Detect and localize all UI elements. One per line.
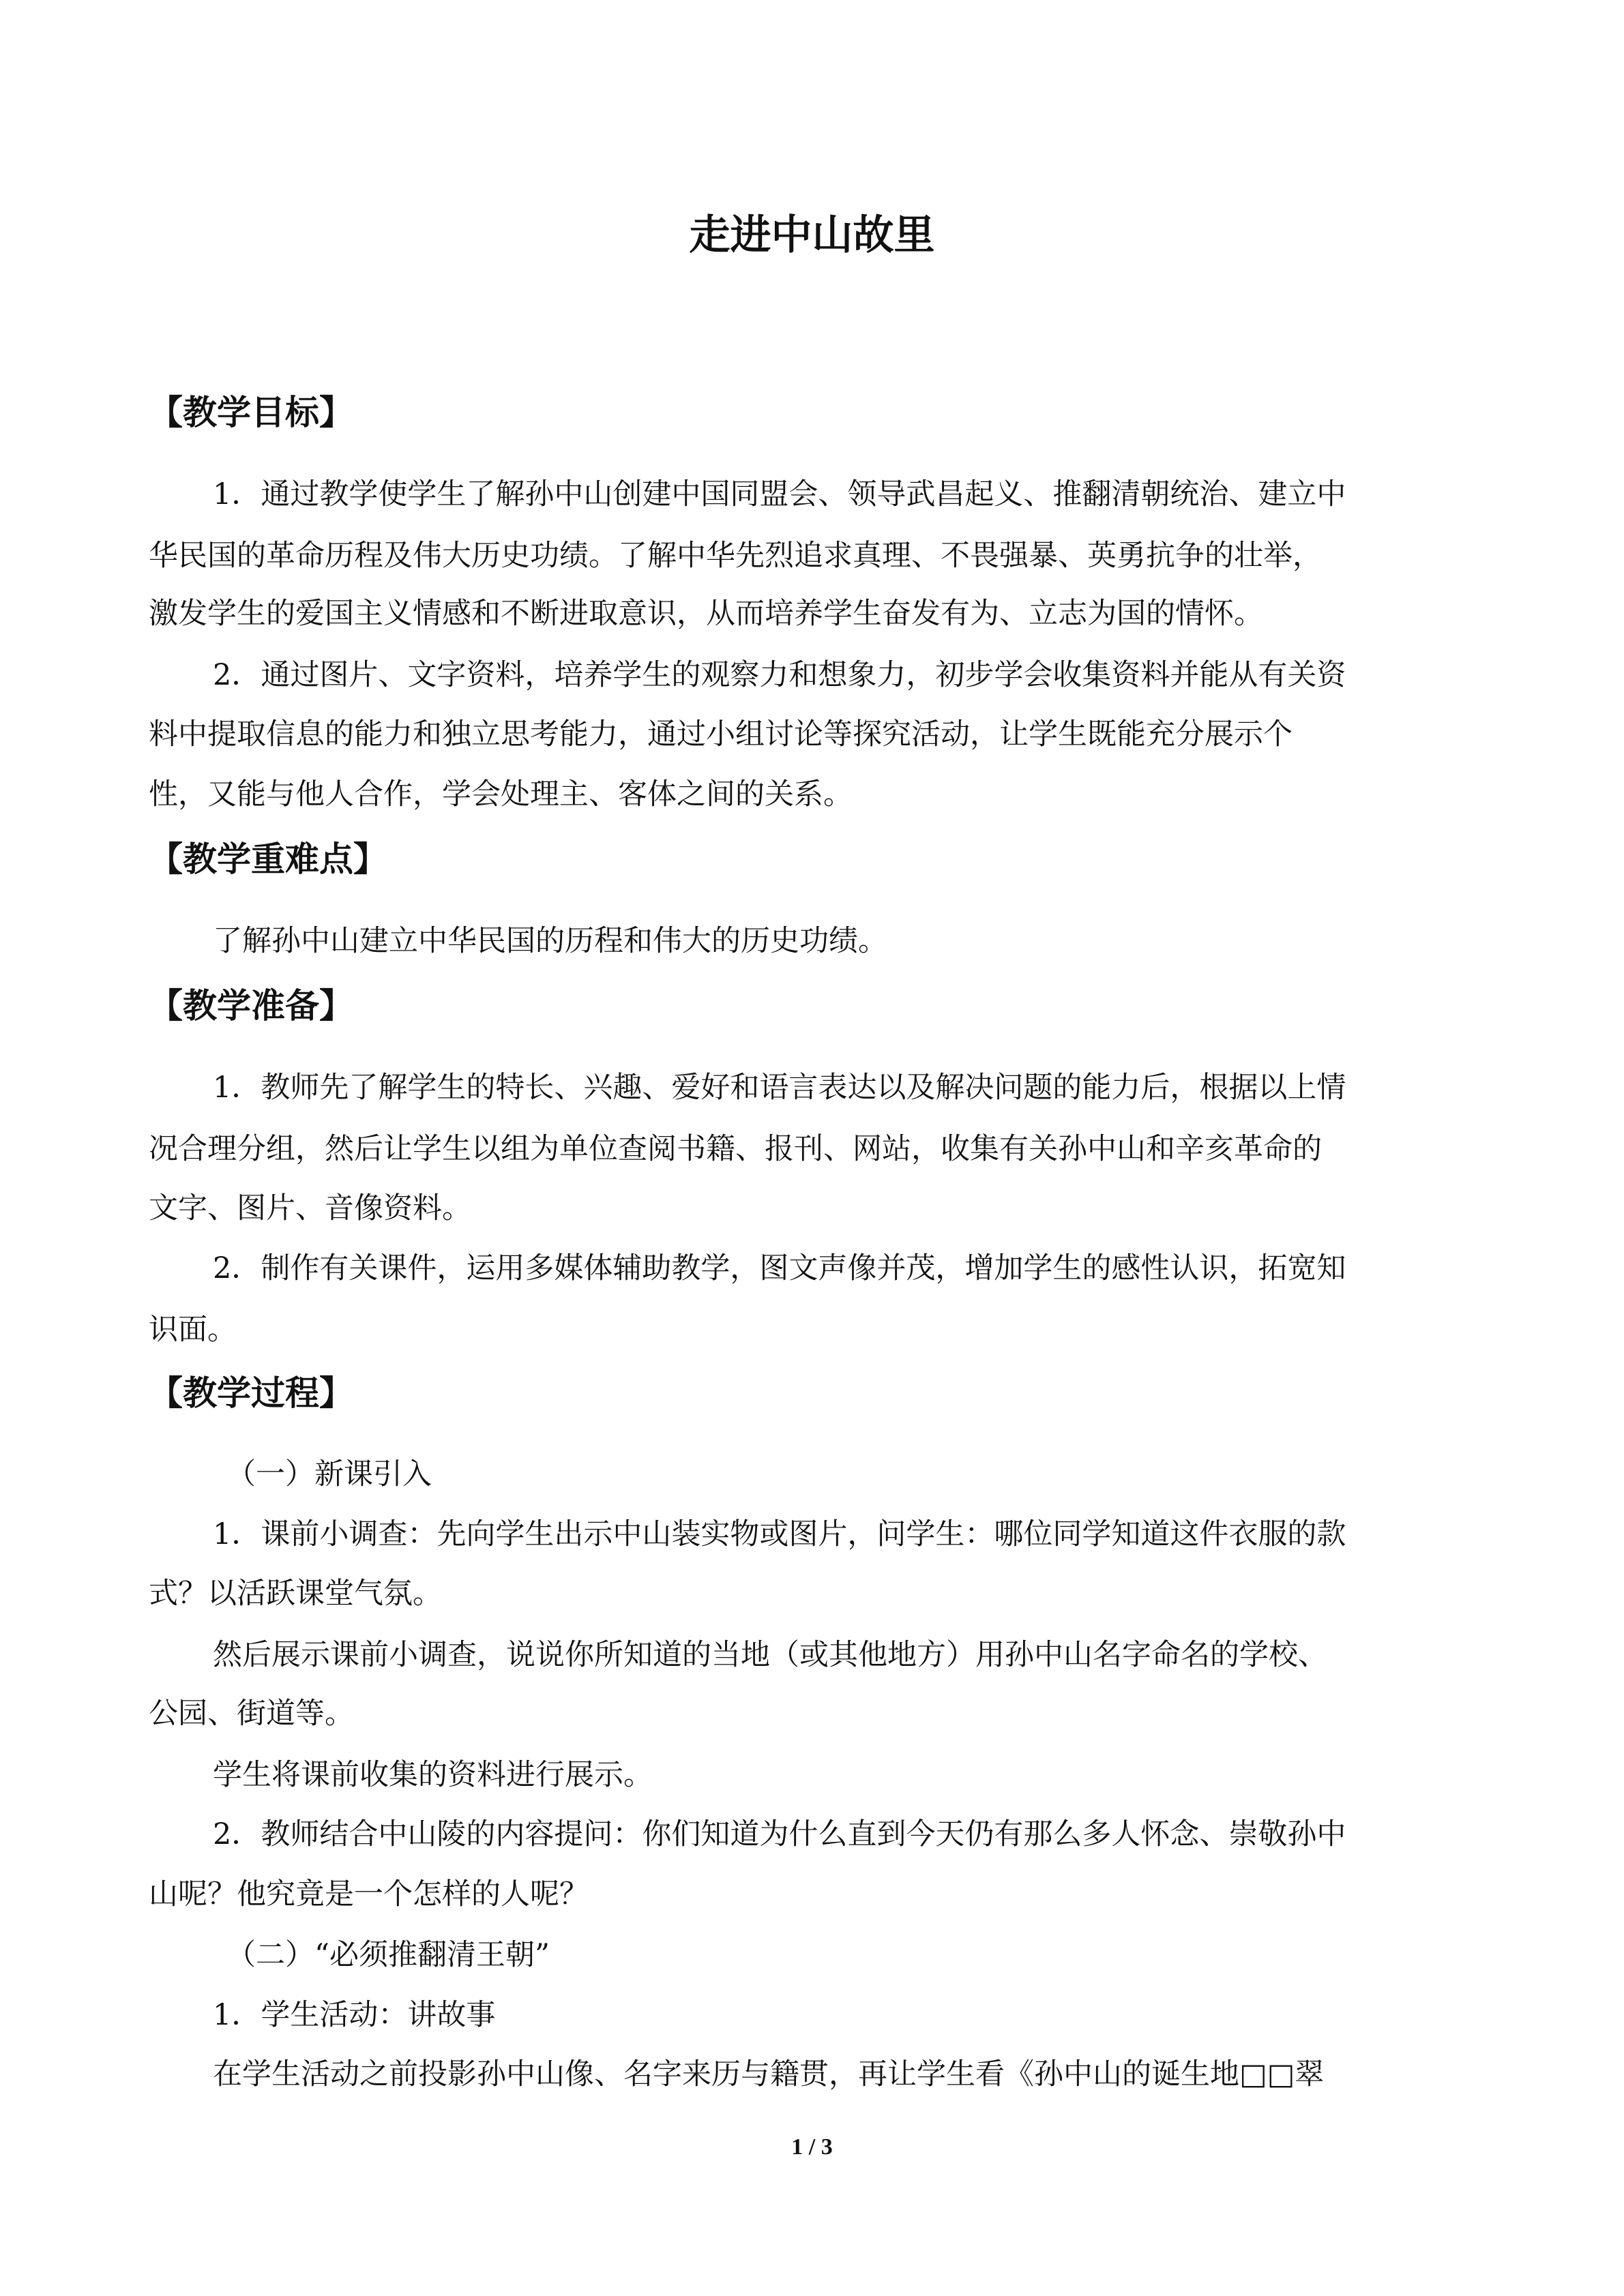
paragraph-line: 1．课前小调查：先向学生出示中山装实物或图片，问学生：哪位同学知道这件衣服的款	[213, 1517, 1346, 1551]
paragraph-line: 2．教师结合中山陵的内容提问：你们知道为什么直到今天仍有那么多人怀念、崇敬孙中	[213, 1817, 1346, 1851]
paragraph-line: 2．通过图片、文字资料，培养学生的观察力和想象力，初步学会收集资料并能从有关资	[213, 658, 1346, 692]
paragraph-line: 1．通过教学使学生了解孙中山创建中国同盟会、领导武昌起义、推翻清朝统治、建立中	[213, 477, 1346, 511]
paragraph-line: 在学生活动之前投影孙中山像、名字来历与籍贯，再让学生看《孙中山的诞生地□□翠	[213, 2057, 1325, 2091]
paragraph-line: 文字、图片、音像资料。	[149, 1191, 471, 1225]
paragraph-line: 山呢？他究竟是一个怎样的人呢？	[149, 1877, 589, 1911]
section-heading-goals: 【教学目标】	[149, 393, 353, 432]
paragraph-line: 公园、街道等。	[149, 1697, 354, 1731]
paragraph-line: 激发学生的爱国主义情感和不断进取意识，从而培养学生奋发有为、立志为国的情怀。	[149, 597, 1263, 631]
paragraph-line: 料中提取信息的能力和独立思考能力，通过小组讨论等探究活动，让学生既能充分展示个	[149, 717, 1293, 751]
paragraph-line: 学生将课前收集的资料进行展示。	[213, 1758, 653, 1792]
paragraph-line: 然后展示课前小调查，说说你所知道的当地（或其他地方）用孙中山名字命名的学校、	[213, 1638, 1327, 1672]
section-heading-preparation: 【教学准备】	[149, 986, 353, 1026]
section-heading-process: 【教学过程】	[149, 1373, 353, 1413]
paragraph-line: 华民国的革命历程及伟大历史功绩。了解中华先烈追求真理、不畏强暴、英勇抗争的壮举，	[149, 539, 1322, 573]
paragraph-line: 1．学生活动：讲故事	[213, 1998, 496, 2032]
paragraph-line: 了解孙中山建立中华民国的历程和伟大的历史功绩。	[213, 924, 887, 958]
page-number: 1 / 3	[791, 2134, 833, 2160]
paragraph-line: 1．教师先了解学生的特长、兴趣、爱好和语言表达以及解决问题的能力后，根据以上情	[213, 1071, 1346, 1105]
paragraph-line: 2．制作有关课件，运用多媒体辅助教学，图文声像并茂，增加学生的感性认识，拓宽知	[213, 1251, 1346, 1285]
paragraph-line: 识面。	[149, 1313, 237, 1347]
section-heading-key-points: 【教学重难点】	[149, 839, 387, 879]
paragraph-line: 性，又能与他人合作，学会处理主、客体之间的关系。	[149, 777, 853, 811]
subsection-title: （一）新课引入	[226, 1457, 432, 1491]
paragraph-line: 式？以活跃课堂气氛。	[149, 1577, 442, 1611]
document-title: 走进中山故里	[689, 211, 935, 259]
subsection-title: （二）“必须推翻清王朝”	[226, 1938, 550, 1972]
paragraph-line: 况合理分组，然后让学生以组为单位查阅书籍、报刊、网站，收集有关孙中山和辛亥革命的	[149, 1132, 1322, 1166]
